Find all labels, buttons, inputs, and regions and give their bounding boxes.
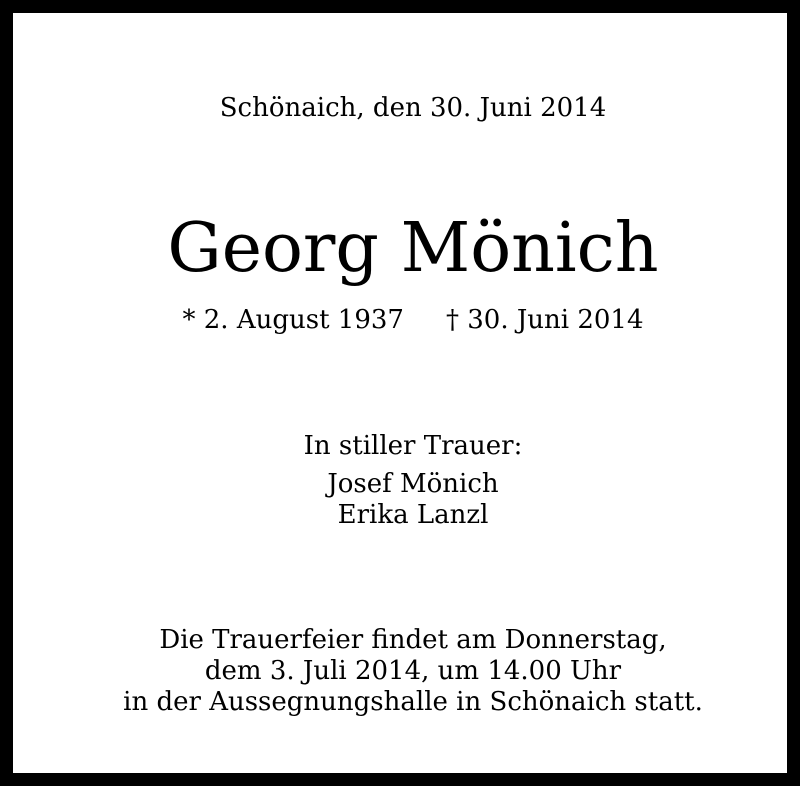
life-dates	[13, 305, 800, 335]
mourner-name: Josef Mönich	[327, 469, 499, 499]
service-info-line: in der Aussegnungshalle in Schönaich statt.	[123, 687, 703, 717]
service-info-line: dem 3. Juli 2014, um 14.00 Uhr	[204, 656, 622, 686]
service-info-line: Die Trauerfeier findet am Donnerstag,	[159, 625, 667, 655]
mourner-name: Erika Lanzl	[337, 500, 489, 530]
mourning-label: In stiller Trauer:	[303, 431, 523, 461]
place-date: Schönaich, den 30. Juni 2014	[219, 93, 607, 123]
birth-date: * 2. August 1937	[182, 305, 404, 335]
deceased-name: Georg Mönich	[167, 209, 659, 288]
death-date: † 30. Juni 2014	[445, 305, 644, 335]
